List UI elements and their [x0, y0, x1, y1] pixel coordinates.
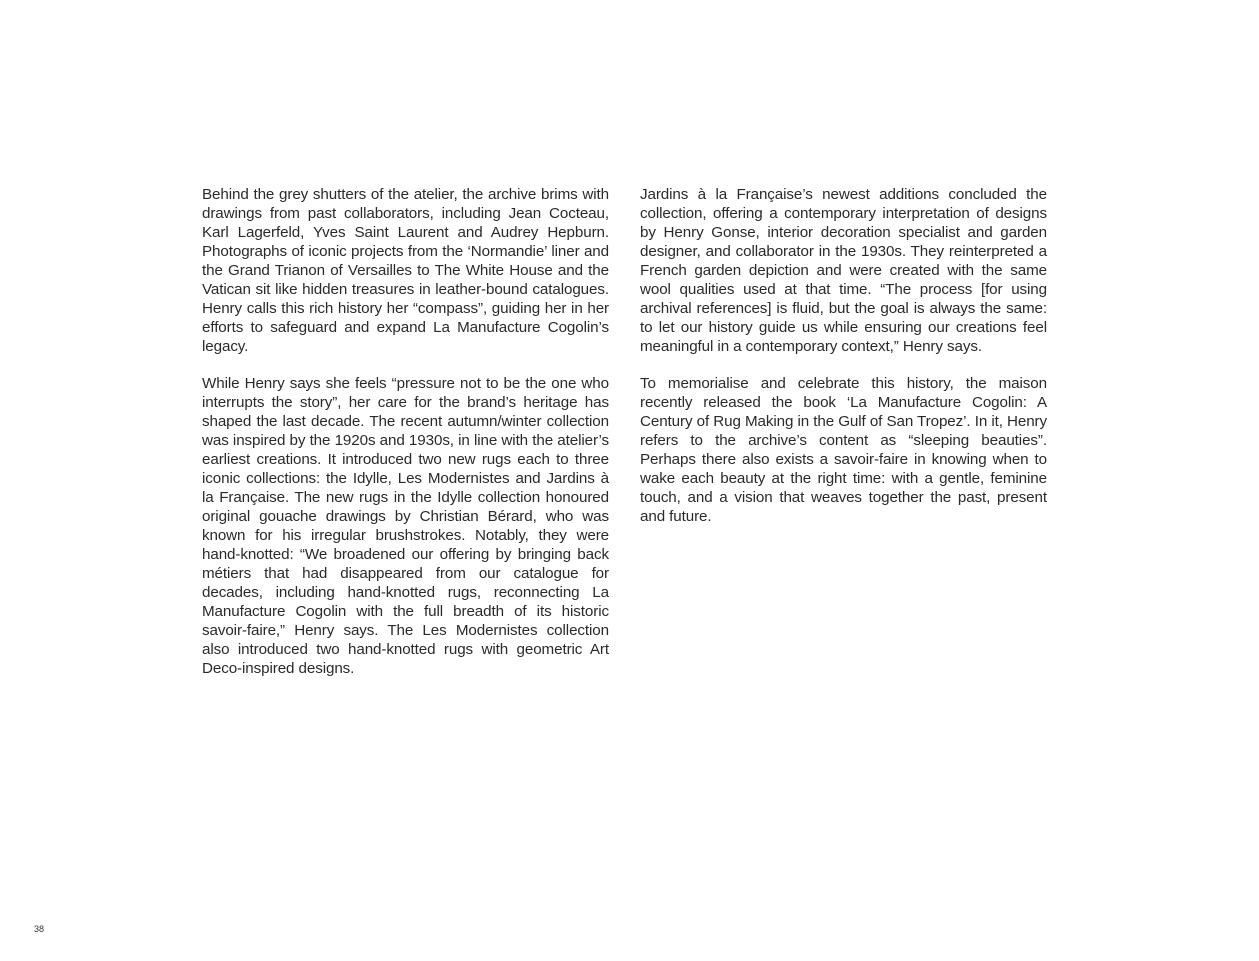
paragraph-jardins: Jardins à la Française’s newest additions concluded the collection, offering a contemporary interpretation of designs by Henry Gonse, interior decoration specialist and garden designer, and collaborator in the 1930s. They reinterpreted a French garden depiction and were created with the same wool qualities used at that time. “The process [for using archival references] is fluid, but the goal is always the same: to let our history guide us while ensuring our creations feel meaningful in a contemporary context,” Henry says. [640, 186, 1047, 355]
paragraph-book: To memorialise and celebrate this history, the maison recently released the book ‘La Manufacture Cogolin: A Century of Rug Making in the Gulf of San Tropez’. In it, Henry refers to the archive’s content as “sleeping beauties”. Perhaps there also exists a savoir-faire in knowing when to wake each beauty at the right time: with a gentle, feminine touch, and a vision that weaves together the past, present and future. [640, 375, 1047, 525]
paragraph-archive: Behind the grey shutters of the atelier, the archive brims with drawings from past collaborators, including Jean Cocteau, Karl Lagerfeld, Yves Saint Laurent and Audrey Hepburn. Photographs of iconic projects from the ‘Normandie’ liner and the Grand Trianon of Versailles to The White House and the Vatican sit like hidden treasures in leather-bound catalogues. Henry calls this rich history her “compass”, guiding her in her efforts to safeguard and expand La Manufacture Cogolin’s legacy. [202, 186, 609, 355]
paragraph-heritage: While Henry says she feels “pressure not to be the one who interrupts the story”, her care for the brand’s heritage has shaped the last decade. The recent autumn/winter collection was inspired by the 1920s and 1930s, in line with the atelier’s earliest creations. It introduced two new rugs each to three iconic collections: the Idylle, Les Modernistes and Jardins à la Française. The new rugs in the Idylle collection honoured original gouache drawings by Christian Bérard, who was known for his irregular brushstrokes. Notably, they were hand-knotted: “We broadened our offering by bringing back métiers that had disappeared from our catalogue for decades, including hand-knotted rugs, reconnecting La Manufacture Cogolin with the full breadth of its historic savoir-faire,” Henry says. The Les Modernistes collection also introduced two hand-knotted rugs with geometric Art Deco-inspired designs. [202, 375, 609, 677]
article-column-left [202, 185, 609, 696]
page-number: 38 [34, 924, 45, 934]
article-column-right [640, 185, 1047, 544]
